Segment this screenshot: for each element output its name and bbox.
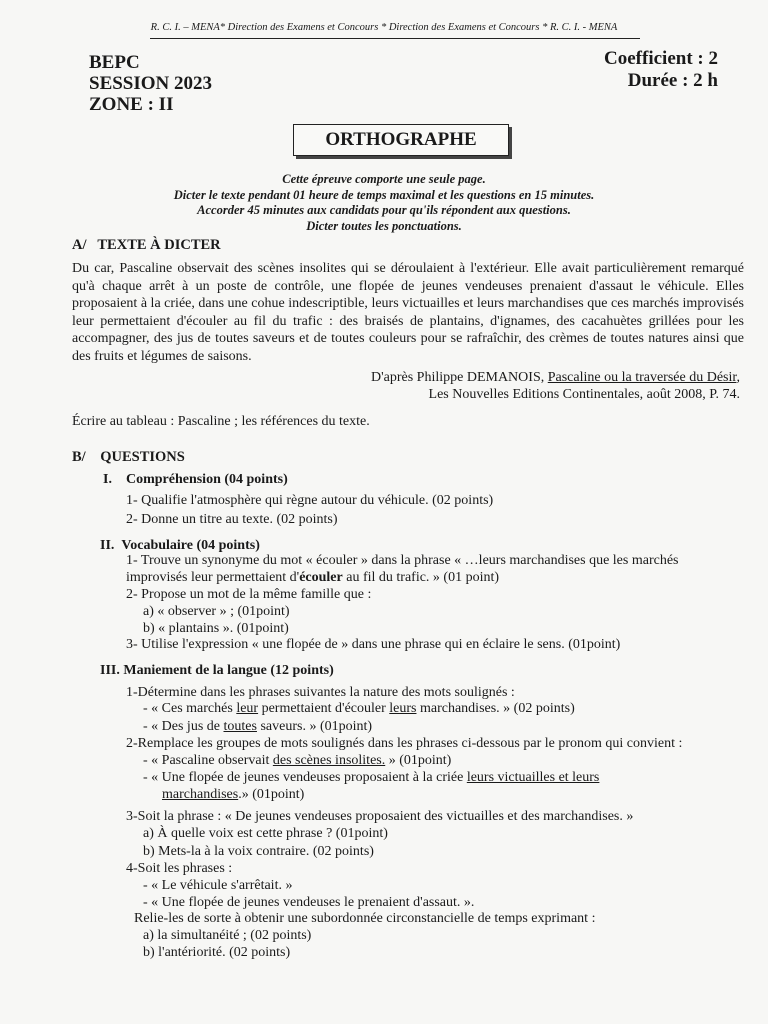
- question-text: saveurs. » (01point): [256, 719, 373, 734]
- reference-comma: ,: [736, 370, 740, 385]
- section-a-heading: [72, 237, 221, 254]
- sub-question: a) À quelle voix est cette phrase ? (01point): [143, 826, 388, 841]
- part-2-title: Vocabulaire (04 points): [121, 538, 260, 553]
- instructions: [0, 172, 768, 234]
- exam-zone: ZONE : II: [89, 94, 174, 115]
- question: 2-Remplace les groupes de mots soulignés dans les phrases ci-dessous par le pronom qui convient :: [126, 736, 683, 751]
- section-a-title: TEXTE À DICTER: [97, 237, 221, 253]
- question: 3- Utilise l'expression « une flopée de » dans une phrase qui en éclaire le sens. (01point): [126, 637, 621, 652]
- reference-author: D'après Philippe DEMANOIS,: [371, 370, 548, 385]
- reference-book-title: Pascaline ou la traversée du Désir: [547, 370, 737, 385]
- question-text: au fil du trafic. » (01 point): [342, 570, 500, 585]
- question: 3-Soit la phrase : « De jeunes vendeuses proposaient des victuailles et des marchandises. »: [126, 809, 634, 824]
- question-text: .» (01point): [238, 787, 305, 802]
- question-text: » (01point): [385, 753, 452, 768]
- sub-question-continuation: [162, 786, 304, 803]
- question-text: permettaient d'écouler: [258, 701, 390, 716]
- sub-question: [143, 769, 599, 786]
- section-b-title: QUESTIONS: [100, 449, 185, 465]
- exam-coefficient: Coefficient : 2: [604, 48, 718, 69]
- question: 4-Soit les phrases :: [126, 861, 233, 876]
- question-text: improvisés leur permettaient d': [126, 570, 300, 585]
- header-banner: R. C. I. – MENA* Direction des Examens et Concours * Direction des Examens et Concours * R. C. I. - MENA: [150, 22, 618, 33]
- sub-question: a) « observer » ; (01point): [143, 604, 290, 619]
- sub-question: b) « plantains ». (01point): [143, 621, 289, 636]
- question: Relie-les de sorte à obtenir une subordonnée circonstancielle de temps exprimant :: [134, 911, 596, 926]
- section-a-label: A/: [72, 237, 87, 253]
- sub-question: [143, 752, 451, 769]
- exam-name: BEPC: [89, 52, 140, 73]
- part-3-heading: [100, 662, 334, 679]
- exam-info: [89, 52, 212, 115]
- question: 1- Trouve un synonyme du mot « écouler » dans la phrase « …leurs marchandises que les marchés: [126, 553, 679, 568]
- question: 2- Propose un mot de la même famille que :: [126, 587, 372, 602]
- dictation-text: Du car, Pascaline observait des scènes insolites qui se déroulaient à l'extérieur. Elle avait particulièrement remarqué qu'à chaque arrêt à un poste de contrôle, une flopée de jeunes vendeuses prenaient d'assaut le véhicule. Elles proposaient à la criée, dans une cohue indescriptible, leurs victuailles et leurs marchandises que ces marchés improvisés leur permettaient d'écouler au fil du trafic : des braisés de plantains, d'ignames, des cacahuètes grillées pour les accompagner, des jus de toutes saveurs et de toutes couleurs pour se rafraîchir, des crèmes de toutes natures ainsi que des fruits et légumes de saisons.: [72, 261, 744, 364]
- question: 1- Qualifie l'atmosphère qui règne autour du véhicule. (02 points): [126, 493, 494, 508]
- underlined-phrase: leurs victuailles et leurs: [466, 770, 600, 785]
- instruction-line: Dicter toutes les ponctuations.: [306, 218, 462, 233]
- part-1-title: Compréhension (04 points): [125, 472, 288, 487]
- reference-line-1: [371, 369, 740, 386]
- underlined-word: leur: [236, 701, 259, 716]
- text-reference: [371, 369, 740, 403]
- banner-divider: [150, 38, 640, 39]
- part-3-number: III.: [100, 663, 120, 678]
- sub-question: [143, 718, 372, 735]
- part-1-number: I.: [103, 472, 112, 487]
- sub-question: [143, 700, 575, 717]
- question-text: - « Pascaline observait: [143, 753, 273, 768]
- instruction-line: Cette épreuve comporte une seule page.: [282, 172, 486, 186]
- exam-session: SESSION 2023: [89, 73, 213, 94]
- instruction-line: Dicter le texte pendant 01 heure de temps maximal et les questions en 15 minutes.: [173, 187, 595, 202]
- instruction-line: Accorder 45 minutes aux candidats pour qu'ils répondent aux questions.: [197, 203, 571, 217]
- page-title: ORTHOGRAPHE: [293, 124, 509, 156]
- question-continuation: [126, 569, 499, 586]
- part-3-title: Maniement de la langue (12 points): [123, 663, 334, 678]
- underlined-word: toutes: [223, 719, 257, 734]
- sub-question: b) Mets-la à la voix contraire. (02 points): [143, 844, 374, 859]
- question-text: - « Des jus de: [143, 719, 224, 734]
- underlined-phrase: des scènes insolites.: [272, 753, 386, 768]
- question-text: marchandises. » (02 points): [416, 701, 575, 716]
- question-text: - « Une flopée de jeunes vendeuses proposaient à la criée: [143, 770, 467, 785]
- question-keyword: écouler: [299, 570, 343, 585]
- sub-question: a) la simultanéité ; (02 points): [143, 928, 312, 943]
- board-note: Écrire au tableau : Pascaline ; les références du texte.: [72, 414, 370, 429]
- question: 1-Détermine dans les phrases suivantes la nature des mots soulignés :: [126, 685, 515, 700]
- exam-duration: Durée : 2 h: [627, 70, 718, 91]
- reference-line-2: Les Nouvelles Editions Continentales, août 2008, P. 74.: [428, 387, 740, 402]
- sub-question: - « Le véhicule s'arrêtait. »: [143, 878, 293, 893]
- part-1-heading: [103, 471, 288, 488]
- sub-question: b) l'antériorité. (02 points): [143, 945, 291, 960]
- section-b-label: B/: [72, 449, 86, 465]
- sub-question: - « Une flopée de jeunes vendeuses le prenaient d'assaut. ».: [143, 895, 475, 910]
- part-2-number: II.: [100, 538, 115, 553]
- underlined-word: leurs: [389, 701, 417, 716]
- section-b-heading: [72, 449, 185, 466]
- question: 2- Donne un titre au texte. (02 points): [126, 512, 338, 527]
- exam-meta: [604, 48, 718, 92]
- question-text: - « Ces marchés: [143, 701, 237, 716]
- underlined-phrase: marchandises: [162, 787, 239, 802]
